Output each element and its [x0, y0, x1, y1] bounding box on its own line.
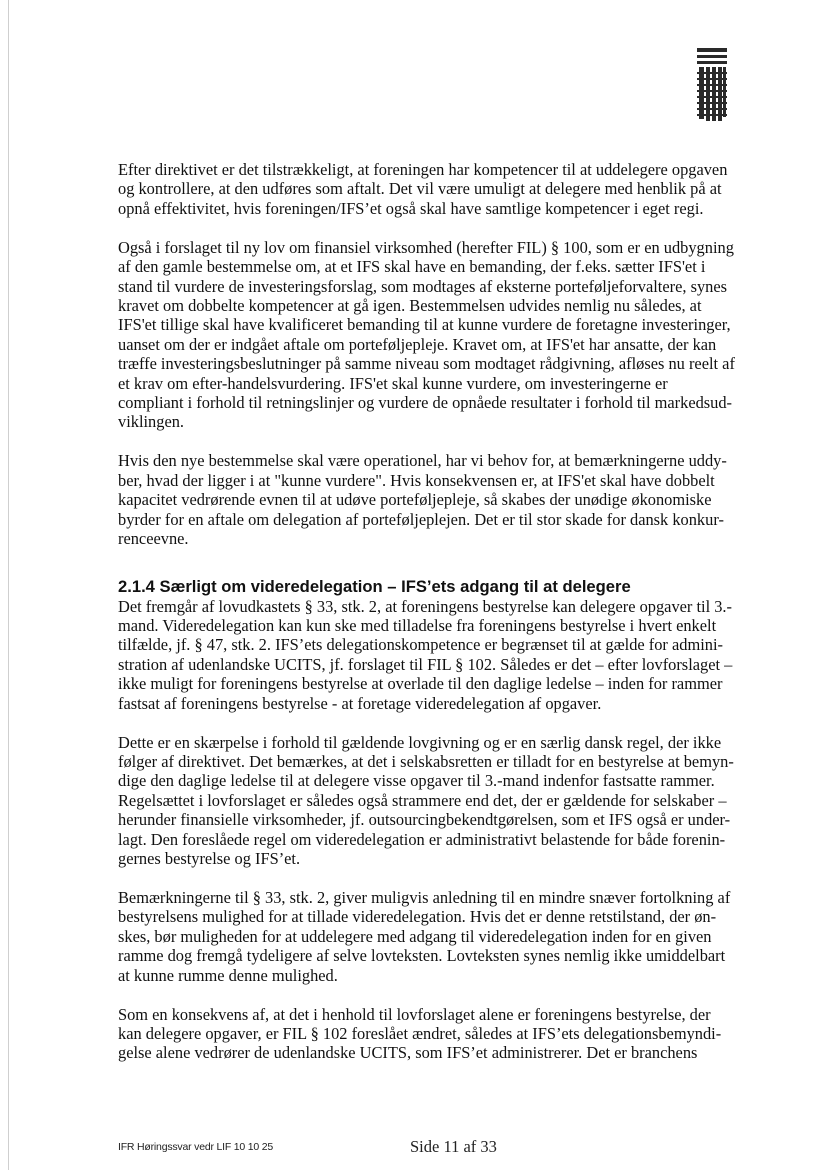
body-paragraph: Det fremgår af lovudkastets § 33, stk. 2, at foreningens bestyrelse kan delegere opgaver til 3.- mand. Videredelegation kan kun ske med tilladelse fra foreningens bestyrelse i hvert enkelt tilfælde, jf. § 47, stk. 2. IFS’ets delegationskompetence er begrænset til at gælde for admini- stration af udenlandske UCITS, jf. forslaget til FIL § 102. Således er det – efter lovforslaget – ikke muligt for foreningens bestyrelse at overlade til den daglige ledelse – inden for rammer fastsat af foreningens bestyrelse - at foretage videredelegation af opgaver.: [118, 596, 733, 713]
striped-shield-logo-icon: [697, 48, 727, 122]
footer-reference: IFR Høringssvar vedr LIF 10 10 25: [118, 1141, 274, 1153]
body-paragraph: Bemærkningerne til § 33, stk. 2, giver muligvis anledning til en mindre snæver fortolkning af bestyrelsens mulighed for at tillade videredelegation. Hvis det er denne retstilstand, der øn- skes, bør muligheden for at uddelegere med adgang til videredelegation inden for en given ramme dog fremgå tydeligere af selve lovteksten. Lovteksten synes nemlig ikke umiddelbart at kunne rumme denne mulighed.: [118, 887, 731, 985]
body-paragraph: Efter direktivet er det tilstrækkeligt, at foreningen har kompetencer til at uddelegere opgaven og kontrollere, at den udføres som aftalt. Det vil være umuligt at delegere med henblik på at opnå effektivitet, hvis foreningen/IFS’et også skal have samtlige kompetencer i eget regi.: [118, 160, 728, 218]
footer-page-number: Side 11 af 33: [410, 1137, 497, 1156]
body-paragraph: Også i forslaget til ny lov om finansiel virksomhed (herefter FIL) § 100, som er en udbygning af den gamle bestemmelse om, at et IFS skal have en bemanding, der f.eks. sætter IFS'et i stand til vurdere de investeringsforslag, som modtages af eksterne porteføljeforvaltere, synes kravet om dobbelte kompetencer at gå igen. Bestemmelsen udvides nemlig nu således, at IFS'et tillige skal have kvalificeret bemanding til at kunne vurdere de foretagne investeringer, uanset om der er indgået aftale om porteføljepleje. Kravet om, at IFS'et har ansatte, der kan træffe investeringsbeslutninger på samme niveau som modtaget rådgivning, afløses nu reelt af et krav om efter-handelsvurdering. IFS'et skal kunne vurdere, om investeringerne er compliant i forhold til retningslinjer og vurdere de opnåede resultater i forhold til markedsud- viklingen.: [118, 237, 735, 432]
section-heading: 2.1.4 Særligt om videredelegation – IFS’ets adgang til at delegere: [118, 576, 631, 596]
body-paragraph: Som en konsekvens af, at det i henhold til lovforslaget alene er foreningens bestyrelse, der kan delegere opgaver, er FIL § 102 foreslået ændret, således at IFS’ets delegationsbemyndi- gelse alene vedrører de udenlandske UCITS, som IFS’et administrerer. Det er branchens: [118, 1004, 722, 1063]
document-body: [118, 160, 754, 1082]
body-paragraph: Dette er en skærpelse i forhold til gældende lovgivning og er en særlig dansk regel, der ikke følger af direktivet. Det bemærkes, at det i selskabsretten er tilladt for en bestyrelse at bemyn- dige den daglige ledelse til at delegere visse opgaver til 3.-mand indenfor fastsatte rammer. Regelsættet i lovforslaget er således også strammere end det, der er gældende for selskaber – herunder finansielle virksomheder, jf. outsourcingbekendtgørelsen, som et IFS også er under- lagt. Den foreslåede regel om videredelegation er administrativt belastende for både forenin- gernes bestyrelse og IFS’et.: [118, 732, 734, 868]
body-paragraph: Hvis den nye bestemmelse skal være operationel, har vi behov for, at bemærkningerne uddy- ber, hvad der ligger i at "kunne vurdere". Hvis konsekvensen er, at IFS'et skal have dobbelt kapacitet vedrørende evnen til at udøve porteføljepleje, så skabes der unødige økonomiske byrder for en aftale om delegation af porteføljeplejen. Det er til stor skade for dansk konkur- renceevne.: [118, 451, 727, 549]
page-edge-line: [8, 0, 9, 1170]
